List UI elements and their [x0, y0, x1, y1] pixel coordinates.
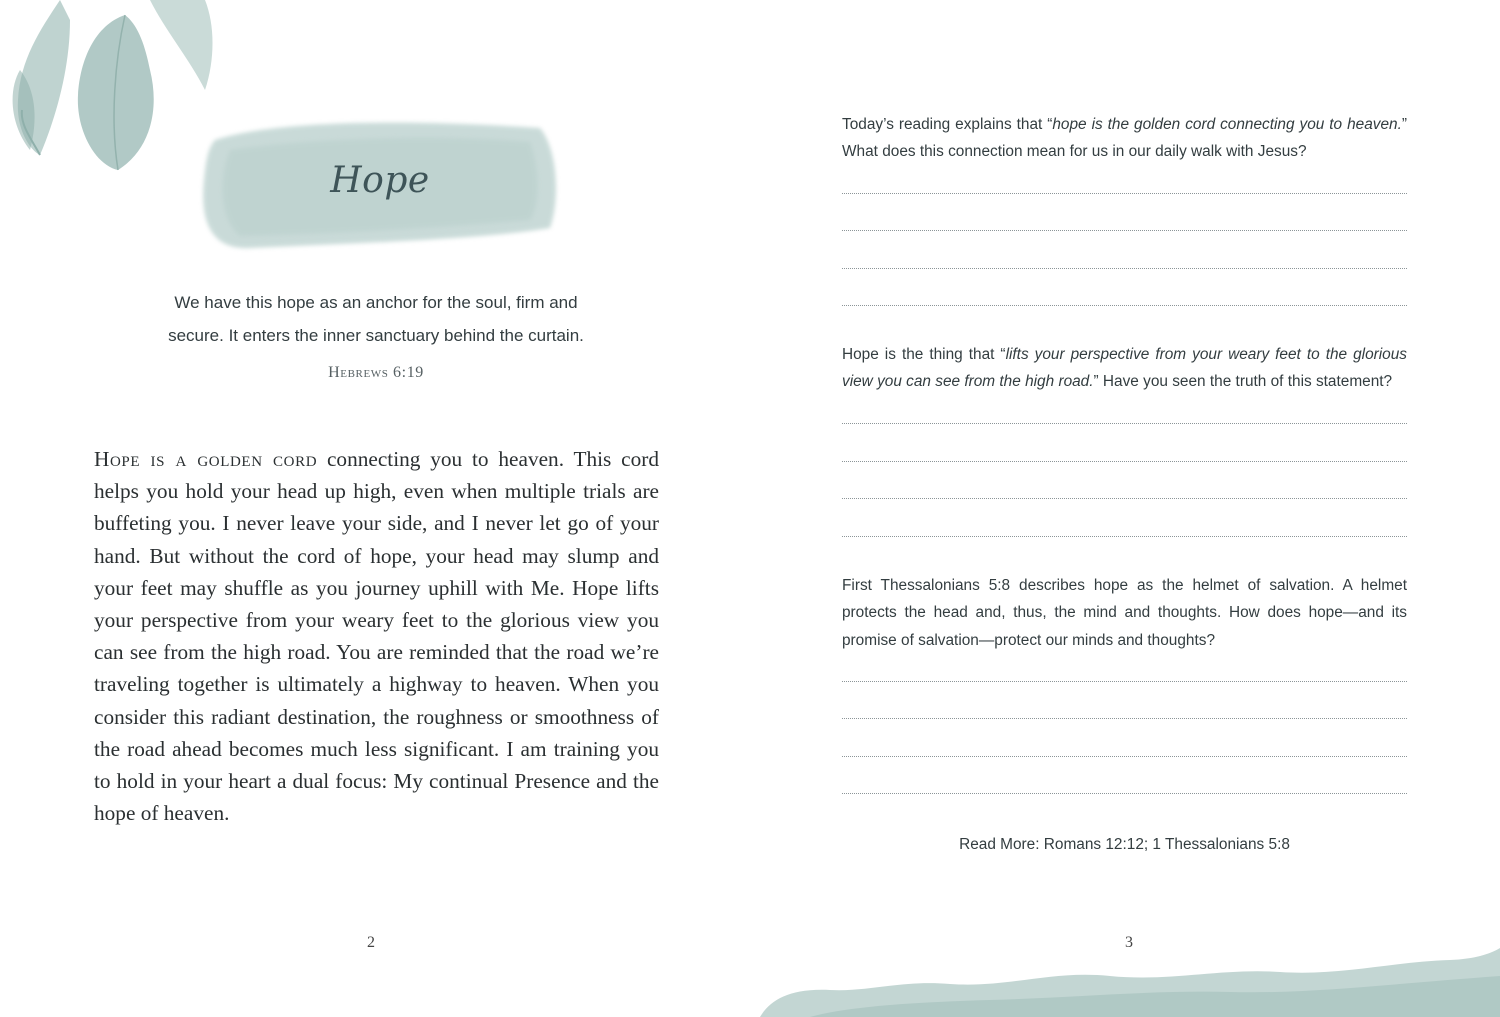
answer-line[interactable] [842, 268, 1407, 269]
read-more-references: Read More: Romans 12:12; 1 Thessalonians 5:8 [959, 836, 1290, 853]
question-1-text: Today’s reading explains that “ [842, 116, 1053, 133]
question-3 [842, 572, 1407, 654]
answer-line[interactable] [842, 193, 1407, 194]
answer-line[interactable] [842, 305, 1407, 306]
question-1-text-end: ” What does this connection mean for us in our daily walk with Jesus? [842, 116, 1407, 161]
answer-line[interactable] [842, 461, 1407, 462]
right-page [750, 0, 1500, 1017]
answer-line[interactable] [842, 536, 1407, 537]
devotional-body [94, 443, 659, 829]
question-1-quote: hope is the golden cord connecting you to heaven. [1052, 116, 1402, 133]
answer-line[interactable] [842, 681, 1407, 682]
question-2-text-end: ” Have you seen the truth of this statement? [1093, 373, 1393, 391]
body-paragraph: connecting you to heaven. This cord helps you hold your head up high, even when multiple trials are buffeting you. I never leave your side, and I never let go of your hand. But without the cord of hope, your head may slump and your feet may shuffle as you journey uphill with Me. Hope lifts your perspective from your weary feet to the glorious view you can see from the high road. You are reminded that the road we’re traveling together is ultimately a highway to heaven. When you consider this radiant destination, the roughness or smoothness of the road ahead becomes much less significant. I am training you to hold in your heart a dual focus: My continual Presence and the hope of heaven. [94, 447, 659, 826]
question-1 [842, 111, 1407, 166]
page-number-right: 3 [1125, 934, 1133, 951]
page-number-left: 2 [367, 934, 375, 951]
answer-line[interactable] [842, 756, 1407, 757]
scripture-verse: We have this hope as an anchor for the soul, firm and secure. It enters the inner sanctuary behind the curtain. [168, 293, 584, 345]
page-title: Hope [330, 160, 430, 201]
question-2 [842, 341, 1407, 396]
question-3-text: First Thessalonians 5:8 describes hope as the helmet of salvation. A helmet protects the head and, thus, the mind and thoughts. How does hope—and its promise of salvation—protect our minds and thoughts? [842, 577, 1407, 649]
scripture-reference: Hebrews 6:19 [328, 364, 424, 381]
question-2-quote: lifts your perspective from your weary feet to the glorious view you can see from the high road. [842, 346, 1408, 391]
answer-line[interactable] [842, 718, 1407, 719]
question-2-text: Hope is the thing that “ [842, 346, 1006, 363]
answer-line[interactable] [842, 230, 1407, 231]
answer-line[interactable] [842, 423, 1407, 424]
watercolor-wash [750, 940, 1500, 1017]
body-lead-in: Hope is a golden cord [94, 447, 318, 471]
answer-line[interactable] [842, 498, 1407, 499]
answer-line[interactable] [842, 793, 1407, 794]
